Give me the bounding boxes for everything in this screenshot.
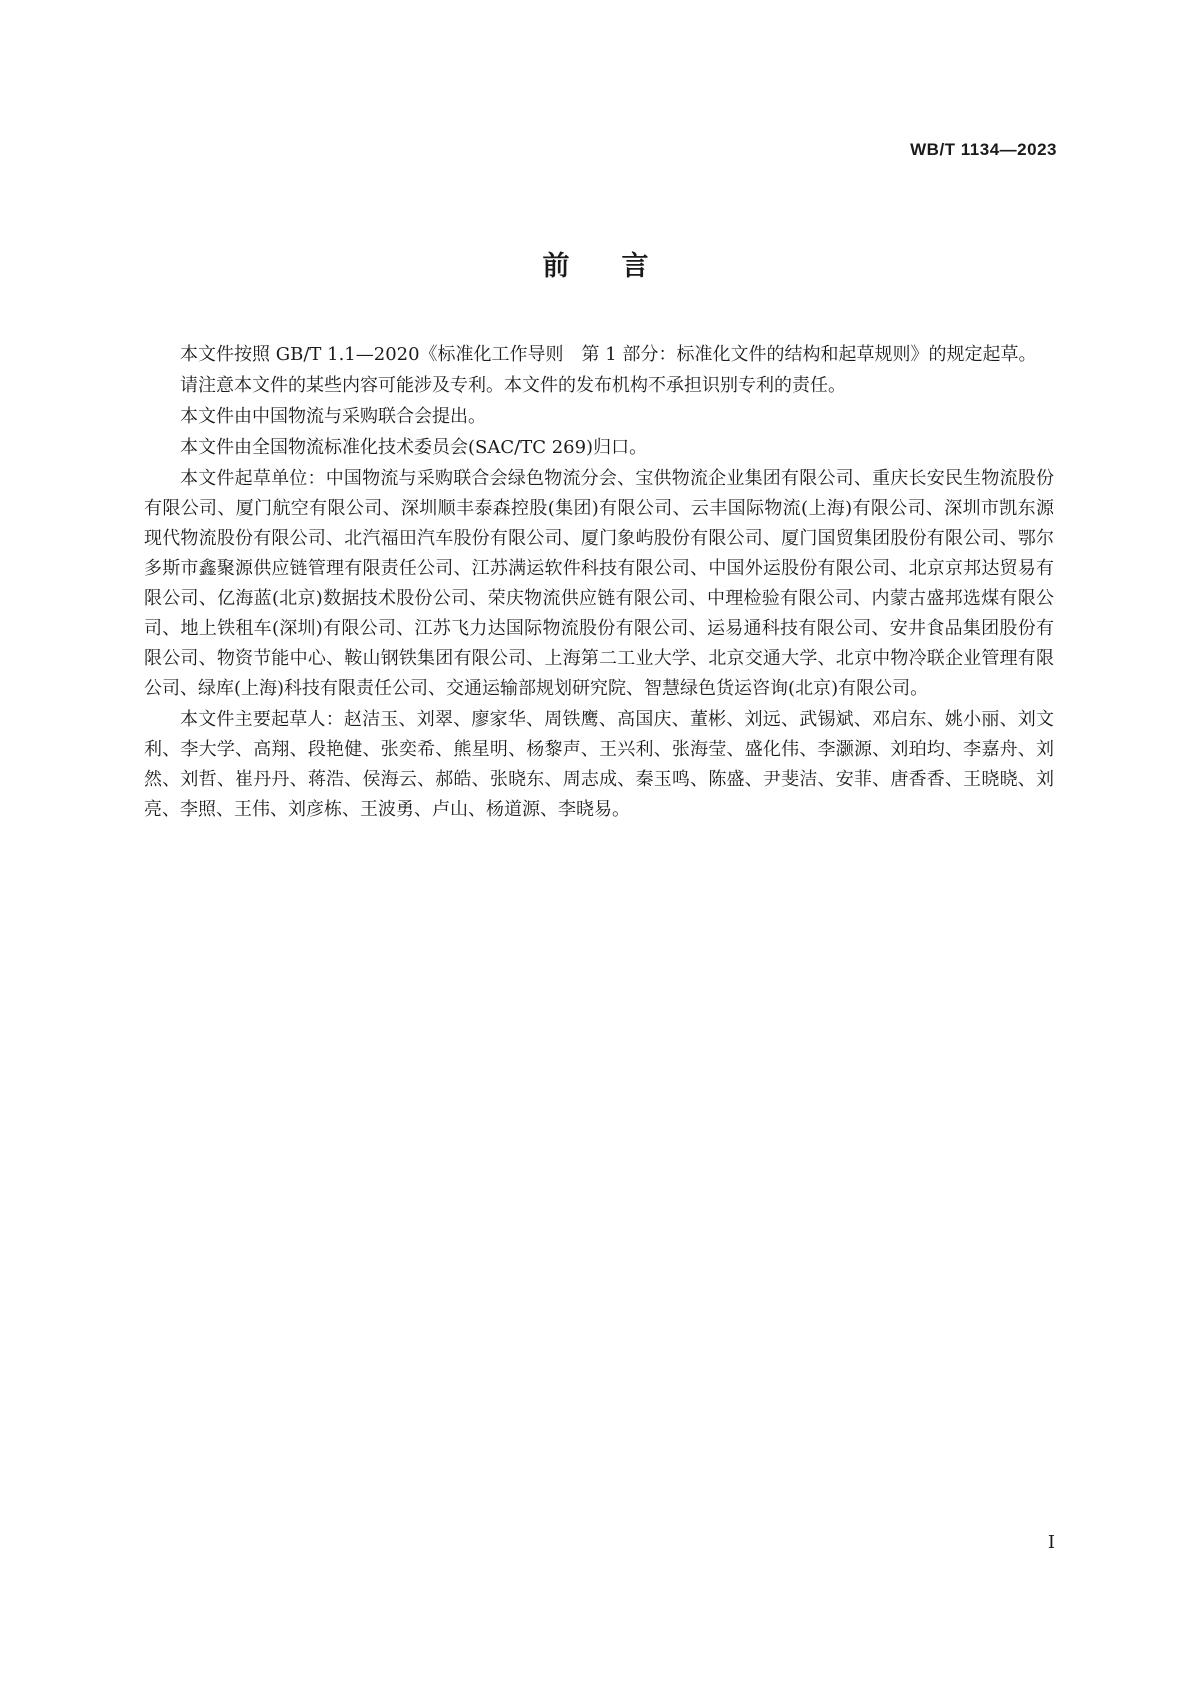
standard-code: WB/T 1134—2023 xyxy=(910,140,1057,159)
paragraph-drafters: 本文件主要起草人：赵洁玉、刘翠、廖家华、周铁鹰、高国庆、董彬、刘远、武锡斌、邓启东、姚小丽、刘文利、李大学、高翔、段艳健、张奕希、熊星明、杨黎声、王兴利、张海莹、盛化伟、李灏源、刘珀均、李嘉舟、刘然、刘哲、崔丹丹、蒋浩、侯海云、郝皓、张晓东、周志成、秦玉鸣、陈盛、尹斐洁、安菲、唐香香、王晓晓、刘亮、李照、王伟、刘彦栋、王波勇、卢山、杨道源、李晓易。 xyxy=(144,709,1054,820)
page-number: I xyxy=(1047,1532,1055,1553)
paragraph-drafting-rules: 本文件按照 GB/T 1.1—2020《标准化工作导则 第 1 部分：标准化文件的结构和起草规则》的规定起草。 xyxy=(180,344,1037,365)
foreword-body xyxy=(144,340,1054,826)
paragraph-drafting-units: 本文件起草单位：中国物流与采购联合会绿色物流分会、宝供物流企业集团有限公司、重庆长安民生物流股份有限公司、厦门航空有限公司、深圳顺丰泰森控股(集团)有限公司、云丰国际物流(上海)有限公司、深圳市凯东源现代物流股份有限公司、北汽福田汽车股份有限公司、厦门象屿股份有限公司、厦门国贸集团股份有限公司、鄂尔多斯市鑫聚源供应链管理有限责任公司、江苏满运软件科技有限公司、中国外运股份有限公司、北京京邦达贸易有限公司、亿海蓝(北京)数据技术股份公司、荣庆物流供应链有限公司、中理检验有限公司、内蒙古盛邦选煤有限公司、地上铁租车(深圳)有限公司、江苏飞力达国际物流股份有限公司、运易通科技有限公司、安井食品集团股份有限公司、物资节能中心、鞍山钢铁集团有限公司、上海第二工业大学、北京交通大学、北京中物冷联企业管理有限公司、绿库(上海)科技有限责任公司、交通运输部规划研究院、智慧绿色货运咨询(北京)有限公司。 xyxy=(144,468,1054,699)
paragraph-proposer: 本文件由中国物流与采购联合会提出。 xyxy=(180,406,486,427)
page-title: 前言 xyxy=(542,251,701,282)
paragraph-patent-notice: 请注意本文件的某些内容可能涉及专利。本文件的发布机构不承担识别专利的责任。 xyxy=(180,375,846,396)
paragraph-technical-committee: 本文件由全国物流标准化技术委员会(SAC/TC 269)归口。 xyxy=(180,437,648,458)
